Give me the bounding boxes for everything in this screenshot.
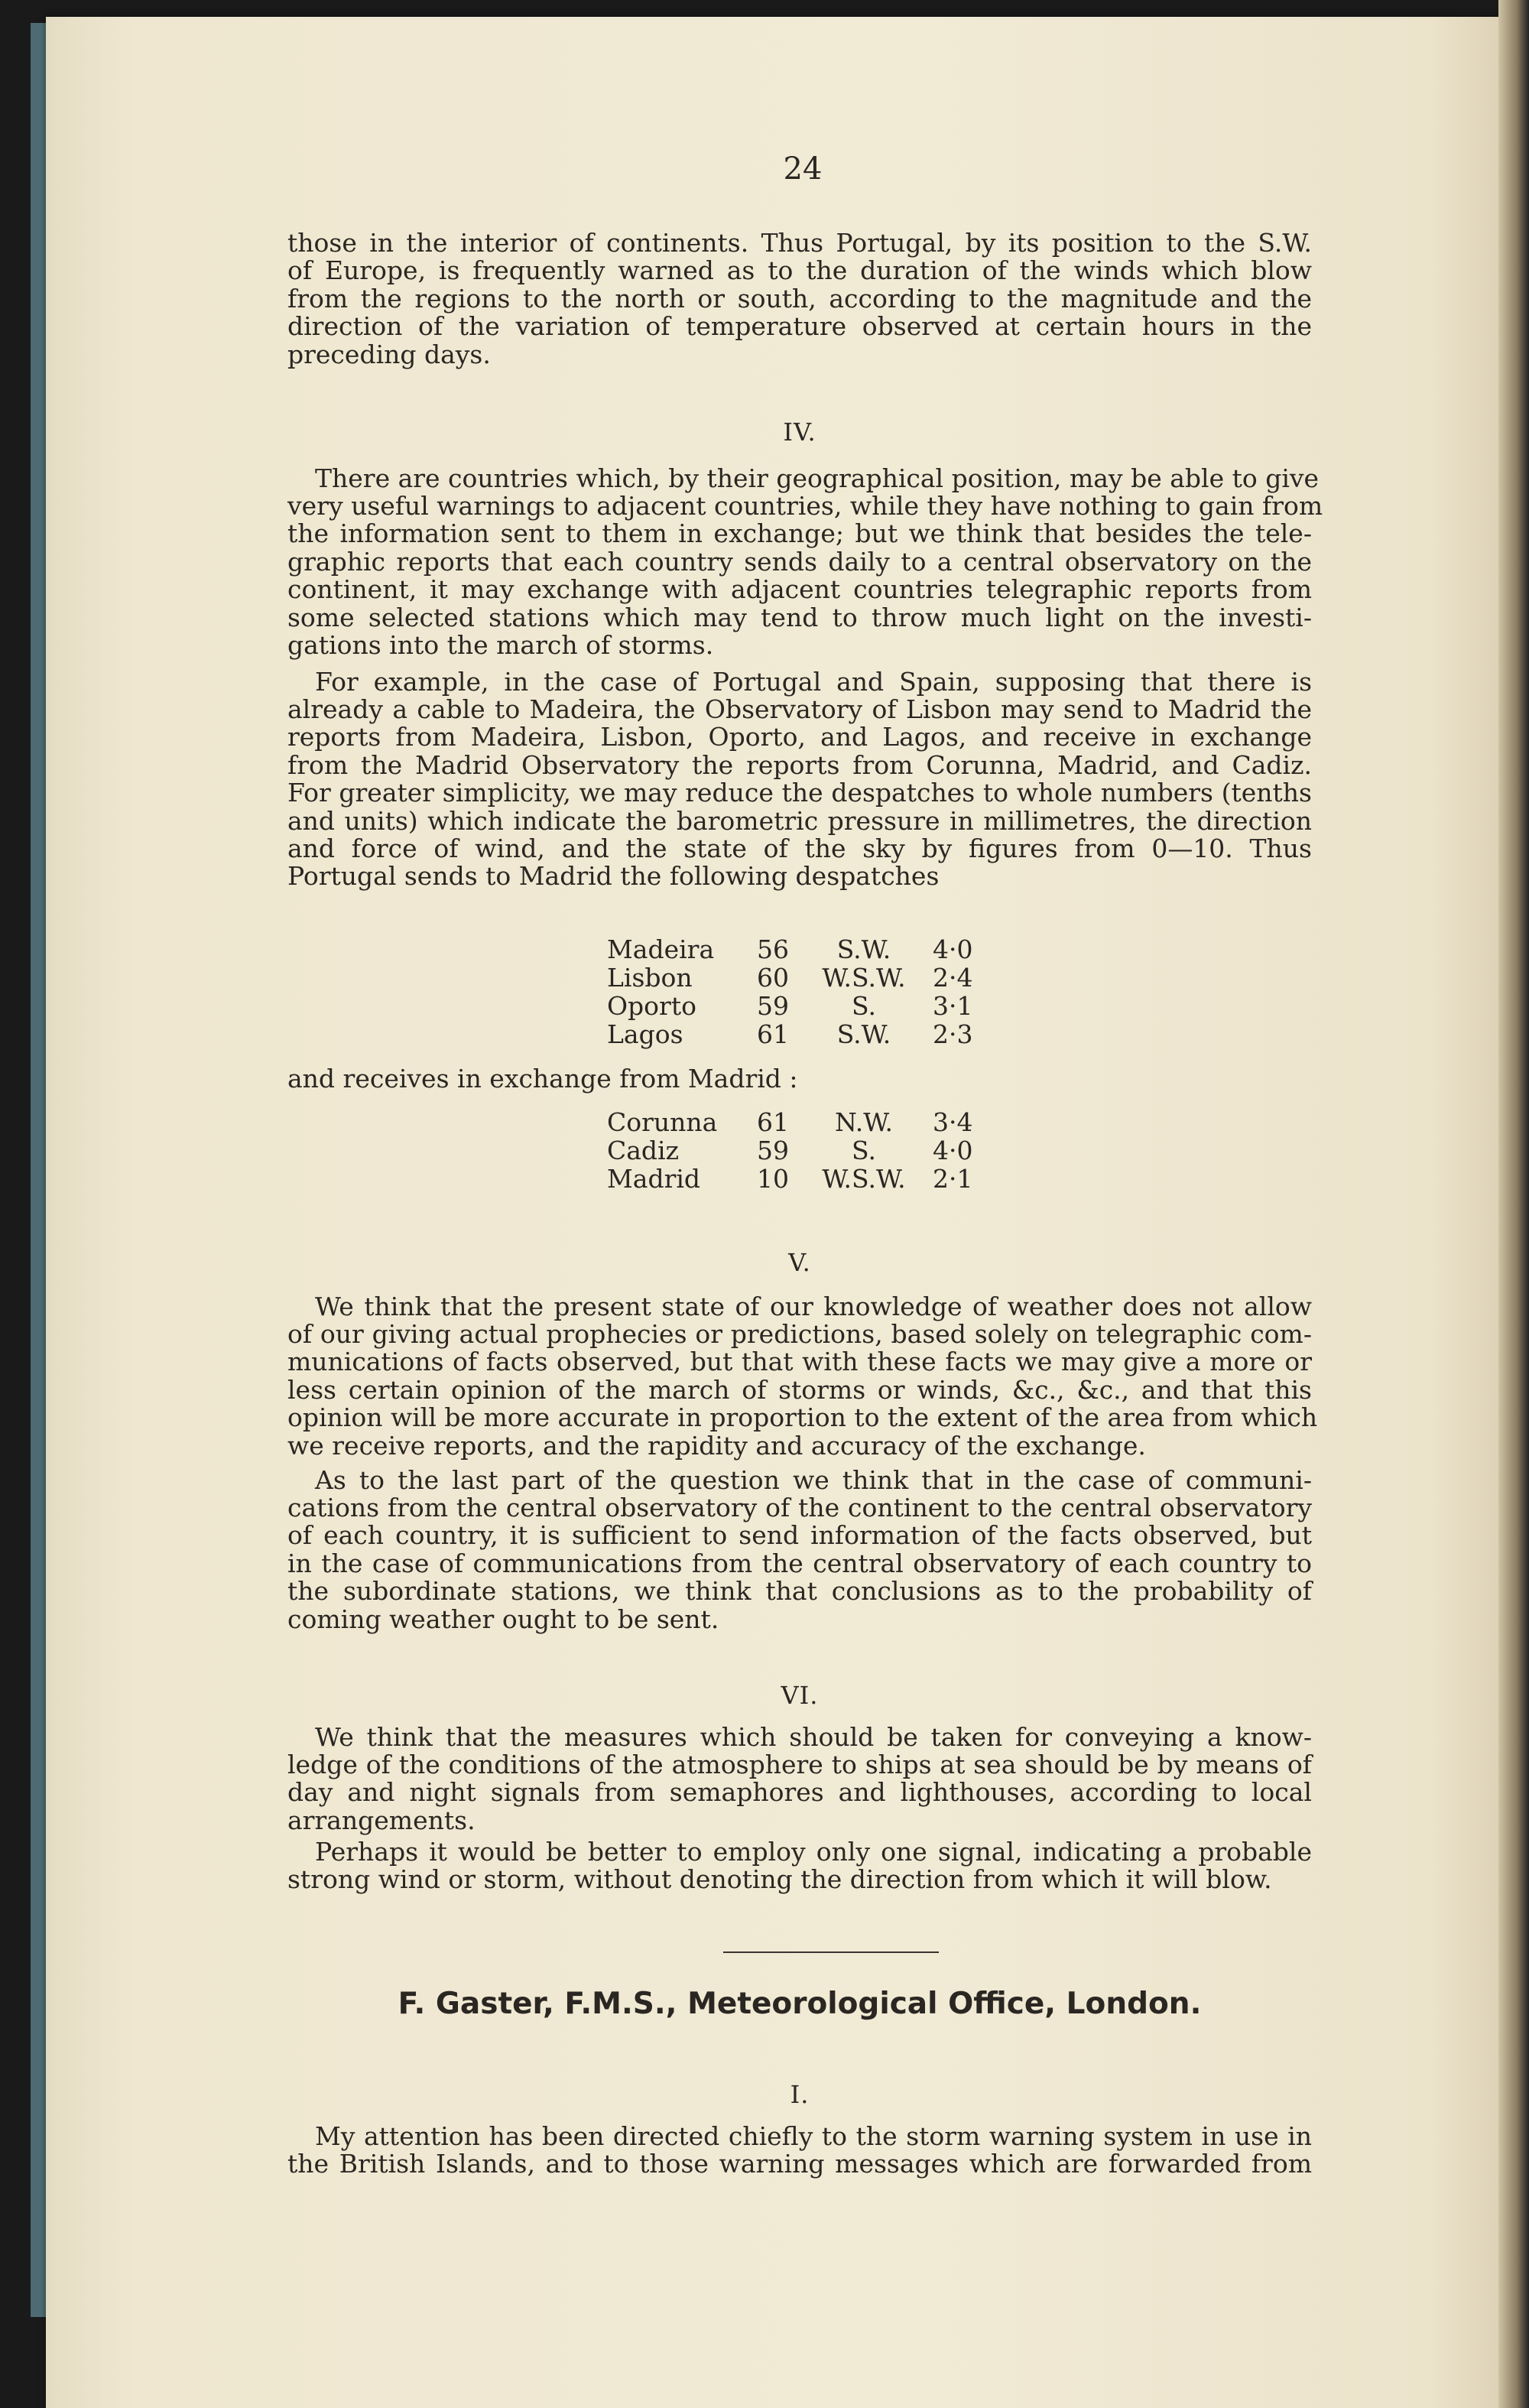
section-i-heading: I. [790,2080,810,2109]
text-line: cations from the central observatory of the continent to the central observatory [287,1493,1312,1522]
table-row [607,964,994,992]
force-sky-value: 4·0 [933,934,973,964]
text-line: and units) which indicate the barometric pressure in millimetres, the direction [287,805,1312,836]
despatches-received-table [607,1108,994,1193]
text-line: My attention has been directed chiefly to the storm warning system in use in [315,2121,1312,2151]
text-line: very useful warnings to adjacent countries, while they have nothing to gain from [287,491,1323,521]
text-line: We think that the present state of our knowledge of weather does not allow [315,1292,1312,1321]
section-vi-paragraph-1 [287,1751,1312,1834]
text-line: For example, in the case of Portugal and Spain, supposing that there is [315,667,1312,697]
pressure-value: 59 [757,991,789,1021]
text-line: arrangements. [287,1805,476,1835]
pressure-value: 61 [757,1019,789,1049]
text-line: reports from Madeira, Lisbon, Oporto, and Lagos, and receive in exchange [287,722,1312,752]
page-right-edge [1498,0,1529,2408]
section-iv-paragraph-1 [287,463,1320,493]
section-iv-paragraph-2 [287,696,1312,891]
force-sky-value: 2·4 [933,963,973,993]
text-line: day and night signals from semaphores and lighthouses, according to local [287,1777,1312,1808]
table-row [607,935,994,964]
receives-line [287,1065,1312,1093]
text-line: in the case of communications from the central observatory of each country to [287,1548,1312,1578]
force-sky-value: 4·0 [933,1136,973,1165]
text-line: gations into the march of storms. [287,630,714,661]
section-i-paragraph-1 [287,2150,1312,2178]
text-line: those in the interior of continents. Thus Portugal, by its position to the S.W. [287,228,1312,258]
text-line: For greater simplicity, we may reduce the despatches to whole numbers (tenths [287,778,1312,808]
text-line: of our giving actual prophecies or predictions, based solely on telegraphic com- [287,1319,1312,1349]
page-sheet [46,17,1502,2408]
section-v-paragraph-1 [287,1319,1318,1461]
section-iv-paragraph-1-cont [287,491,1323,661]
pressure-value: 56 [757,934,789,964]
text-line: coming weather ought to be sent. [287,1604,719,1634]
table-row [607,1165,994,1193]
station-name: Madeira [607,934,715,964]
section-vi-paragraph-1-first [315,1724,1312,1751]
table-row [607,1020,994,1048]
author-heading: F. Gaster, F.M.S., Meteorological Office, London. [398,1987,1202,2021]
text-line: continent, it may exchange with adjacent countries telegraphic reports from [287,574,1312,605]
station-name: Corunna [607,1107,718,1137]
intro-paragraph [287,229,1312,369]
text-line: less certain opinion of the march of storms or winds, &c., &c., and that this [287,1374,1312,1405]
station-name: Lisbon [607,963,693,993]
force-sky-value: 2·1 [933,1164,973,1194]
wind-direction: N.W. [835,1107,893,1137]
text-line: ledge of the conditions of the atmosphere to ships at sea should be by means of [287,1750,1312,1779]
text-line: munications of facts observed, but that with these facts we may give a more or [287,1347,1312,1377]
wind-direction: S.W. [836,1019,891,1049]
section-i-paragraph-1-first [315,2123,1312,2150]
section-vi-heading: VI. [781,1681,819,1710]
text-line: and receives in exchange from Madrid : [287,1064,798,1094]
text-line: the British Islands, and to those warning messages which are forwarded from [287,2149,1312,2179]
text-line: from the regions to the north or south, according to the magnitude and the [287,283,1312,314]
station-name: Madrid [607,1164,701,1194]
text-line: strong wind or storm, without denoting the direction from which it will blow. [287,1864,1272,1894]
section-divider [723,1951,939,1953]
wind-direction: W.S.W. [822,963,906,993]
section-iv-paragraph-2-first [315,668,1312,696]
table-row [607,1136,994,1165]
station-name: Lagos [607,1019,683,1049]
text-line: of each country, it is sufficient to send information of the facts observed, but [287,1520,1312,1551]
text-line: of Europe, is frequently warned as to the duration of the winds which blow [287,255,1312,286]
wind-direction: S.W. [836,934,891,964]
text-line: already a cable to Madeira, the Observatory of Lisbon may send to Madrid the [287,694,1312,724]
text-line: Perhaps it would be better to employ only one signal, indicating a probable [315,1837,1312,1867]
text-line: As to the last part of the question we think that in the case of communi- [315,1465,1312,1495]
section-vi-paragraph-2 [287,1866,1312,1893]
text-line: and force of wind, and the state of the sky by figures from 0—10. Thus [287,834,1312,864]
pressure-value: 59 [757,1136,789,1165]
table-row [607,992,994,1020]
force-sky-value: 3·1 [933,991,973,1021]
text-line: There are countries which, by their geographical position, may be able to give [315,463,1320,493]
text-line: Portugal sends to Madrid the following despatches [287,861,940,892]
section-v-paragraph-2 [287,1494,1312,1633]
section-v-heading: V. [788,1248,811,1277]
station-name: Oporto [607,991,696,1021]
force-sky-value: 3·4 [933,1107,973,1137]
text-line: opinion will be more accurate in proportion to the extent of the area from which [287,1402,1318,1433]
wind-direction: S. [852,1136,876,1165]
text-line: the subordinate stations, we think that conclusions as to the probability of [287,1576,1312,1607]
pressure-value: 60 [757,963,789,993]
text-line: direction of the variation of temperature observed at certain hours in the [287,311,1312,342]
text-line: We think that the measures which should be taken for conveying a know- [315,1722,1312,1752]
text-line: preceding days. [287,339,491,369]
section-iv-heading: IV. [783,418,816,447]
section-vi-paragraph-2-first [315,1838,1312,1866]
station-name: Cadiz [607,1136,679,1165]
text-line: graphic reports that each country sends daily to a central observatory on the [287,546,1312,577]
text-line: the information sent to them in exchange; but we think that besides the tele- [287,518,1312,549]
text-line: some selected stations which may tend to throw much light on the investi- [287,602,1312,632]
wind-direction: W.S.W. [822,1164,906,1194]
force-sky-value: 2·3 [933,1019,973,1049]
pressure-value: 61 [757,1107,789,1137]
table-row [607,1108,994,1136]
pressure-value: 10 [757,1164,789,1194]
text-line: from the Madrid Observatory the reports from Corunna, Madrid, and Cadiz. [287,749,1312,780]
page-number: 24 [783,151,823,187]
wind-direction: S. [852,991,876,1021]
text-line: we receive reports, and the rapidity and accuracy of the exchange. [287,1430,1146,1461]
section-v-paragraph-1-first [315,1293,1312,1321]
section-v-paragraph-2-first [315,1467,1312,1494]
despatches-sent-table [607,935,994,1048]
